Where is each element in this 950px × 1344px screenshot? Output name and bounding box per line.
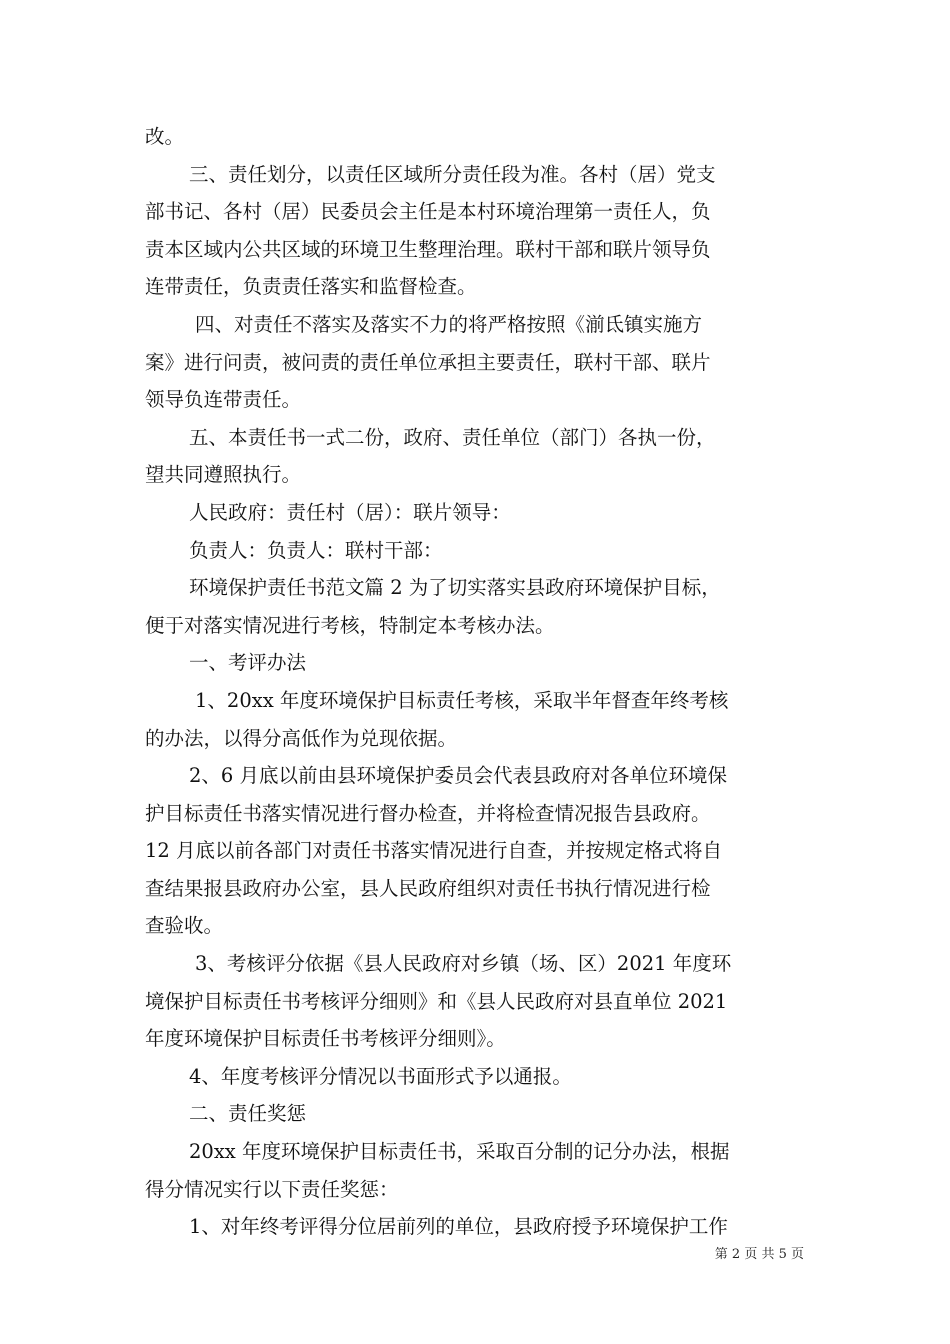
text-line: 的办法，以得分高低作为兑现依据。 xyxy=(145,726,458,750)
text-line: 20xx 年度环境保护目标责任书，采取百分制的记分办法，根据 xyxy=(189,1140,730,1164)
text-line: 部书记、各村（居）民委员会主任是本村环境治理第一责任人，负 xyxy=(145,200,711,224)
text-line: 查验收。 xyxy=(145,914,224,938)
text-line: 12 月底以前各部门对责任书落实情况进行自查，并按规定格式将自 xyxy=(145,839,723,863)
text-line: 2、6 月底以前由县环境保护委员会代表县政府对各单位环境保 xyxy=(189,764,728,788)
document-body xyxy=(145,118,815,1246)
text-line: 境保护目标责任书考核评分细则》和《县人民政府对县直单位 2021 xyxy=(145,989,728,1013)
text-line: 望共同遵照执行。 xyxy=(145,463,302,487)
text-line: 责本区域内公共区域的环境卫生整理治理。联村干部和联片领导负 xyxy=(145,237,711,261)
section-heading: 一、考评办法 xyxy=(189,651,307,675)
text-line: 三、责任划分，以责任区域所分责任段为准。各村（居）党支 xyxy=(189,162,716,186)
text-line: 3、考核评分依据《县人民政府对乡镇（场、区）2021 年度环 xyxy=(195,952,732,976)
text-line: 1、20xx 年度环境保护目标责任考核，采取半年督查年终考核 xyxy=(195,688,729,712)
text-line: 便于对落实情况进行考核，特制定本考核办法。 xyxy=(145,613,555,637)
text-line: 得分情况实行以下责任奖惩： xyxy=(145,1177,399,1201)
text-line: 4、年度考核评分情况以书面形式予以通报。 xyxy=(189,1064,572,1088)
text-line: 案》进行问责，被问责的责任单位承担主要责任，联村干部、联片 xyxy=(145,350,711,374)
text-line: 连带责任，负责责任落实和监督检查。 xyxy=(145,275,477,299)
text-line: 改。 xyxy=(145,125,185,148)
text-line: 五、本责任书一式二份，政府、责任单位（部门）各执一份， xyxy=(189,425,716,449)
text-line: 查结果报县政府办公室，县人民政府组织对责任书执行情况进行检 xyxy=(145,876,711,900)
text-line: 环境保护责任书范文篇 2 为了切实落实县政府环境保护目标， xyxy=(189,576,721,600)
text-line: 四、对责任不落实及落实不力的将严格按照《湔氐镇实施方 xyxy=(195,312,703,336)
text-line: 护目标责任书落实情况进行督办检查，并将检查情况报告县政府。 xyxy=(145,801,711,825)
section-heading: 二、责任奖惩 xyxy=(189,1102,307,1126)
text-line: 人民政府：责任村（居）：联片领导： xyxy=(189,500,511,524)
text-line: 领导负连带责任。 xyxy=(145,388,302,412)
text-line: 1、对年终考评得分位居前列的单位，县政府授予环境保护工作 xyxy=(189,1215,728,1239)
text-line: 负责人：负责人：联村干部： xyxy=(189,538,443,562)
page-number-footer: 第 2 页 共 5 页 xyxy=(714,1247,804,1262)
text-line: 年度环境保护目标责任书考核评分细则》。 xyxy=(145,1027,506,1051)
